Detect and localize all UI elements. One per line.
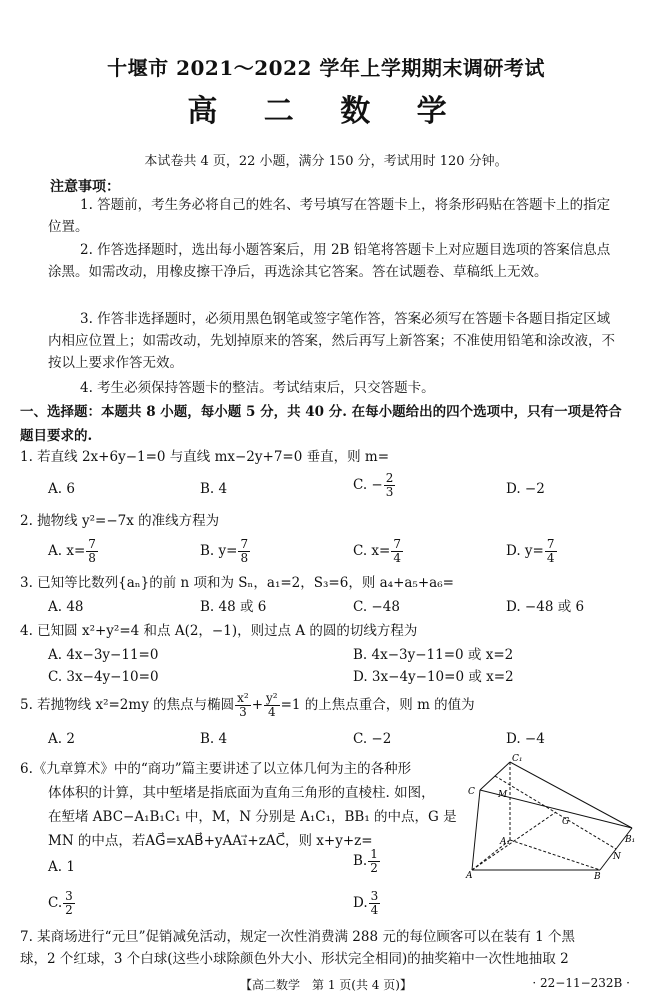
q5-option-a: A. 2 [48,731,75,747]
q6-line-2: 体体积的计算，其中堑堵是指底面为直角三角形的直棱柱. 如图， [48,785,435,801]
q6-line-4: MN 的中点，若AG⃗=xAB⃗+yAA₁⃗+zAC⃗，则 x+y+z= [48,833,373,849]
q5-option-c: C. −2 [353,731,392,747]
fig-label-m: M [498,790,508,800]
footer-code: · 22−11−232B · [532,976,630,990]
q1-option-b: B. 4 [200,481,228,497]
q6-option-c: C. $\frac{3}{2}$ [48,889,73,917]
q3-option-a: A. 48 [48,599,84,615]
q6-line-1: 6.《九章算术》中的“商功”篇主要讲述了以立体几何为主的各种形 [20,761,412,777]
q6-prism-figure [462,752,642,882]
note-item-1: 1. 答题前，考生务必将自己的姓名、考号填写在答题卡上，将条形码贴在答题卡上的指定位置。 [48,197,611,235]
fig-label-b: B [594,872,601,882]
q2-option-b: B. y= $\frac{7}{8}$ [200,537,249,565]
part1-heading: 一、选择题：本题共 8 小题，每小题 5 分，共 40 分. 在每小题给出的四个选项中，只有一项是符合题目要求的. [20,404,622,444]
note-item-3: 3. 作答非选择题时，必须用黑色钢笔或签字笔作答，答案必须写在答题卡各题目指定区域内相应位置上；如需改动，先划掉原来的答案，然后再写上新答案；不准使用铅笔和涂改液，不按以上要求作答无效。 [48,311,615,371]
fig-label-g: G [562,817,570,827]
q5-option-b: B. 4 [200,731,228,747]
q1-option-c: C. − $\frac{2}{3}$ [353,471,394,499]
subject-title: 高 二 数 学 [187,94,465,129]
q6-option-a: A. 1 [48,859,75,875]
q7-line-2: 球，2 个红球，3 个白球(这些小球除颜色外大小、形状完全相同)的抽奖箱中一次性地抽取 2 [20,951,569,967]
q2-option-d: D. y= $\frac{7}{4}$ [506,537,555,565]
exam-title: 十堰市 2021～2022 学年上学期期末调研考试 [107,56,545,80]
q6-option-b: B. $\frac{1}{2}$ [353,847,378,875]
q2-option-c: C. x= $\frac{7}{4}$ [353,537,401,565]
q4-option-d: D. 3x−4y−10=0 或 x=2 [353,669,514,685]
q7-line-1: 7. 某商场进行“元旦”促销减免活动，规定一次性消费满 288 元的每位顾客可以在装有 1 个黑 [20,929,575,945]
footer-page-info: 【高二数学 第 1 页(共 4 页)】 [240,978,412,992]
q3-stem: 3. 已知等比数列{aₙ}的前 n 项和为 Sₙ，a₁=2，S₃=6，则 a₄+a₅+a₆= [20,575,454,591]
q1-option-a: A. 6 [48,481,75,497]
q1-stem: 1. 若直线 2x+6y−1=0 与直线 mx−2y+7=0 垂直，则 m= [20,449,390,465]
note-item-2: 2. 作答选择题时，选出每小题答案后，用 2B 铅笔将答题卡上对应题目选项的答案信息点涂黑。如需改动，用橡皮擦干净后，再选涂其它答案。答在试题卷、草稿纸上无效。 [48,242,611,280]
q6-option-d: D. $\frac{3}{4}$ [353,889,379,917]
q1-option-d: D. −2 [506,481,545,497]
fig-label-a: A [466,871,473,881]
q2-option-a: A. x= $\frac{7}{8}$ [48,537,96,565]
q2-stem: 2. 抛物线 y²=−7x 的准线方程为 [20,513,220,529]
notes-heading: 注意事项： [50,179,120,195]
fig-label-c: C [468,787,475,797]
q3-option-d: D. −48 或 6 [506,599,585,615]
q3-option-b: B. 48 或 6 [200,599,267,615]
fig-label-a1: A₁ [500,837,511,847]
fig-label-c1: C₁ [512,754,523,764]
q5-option-d: D. −4 [506,731,545,747]
q4-stem: 4. 已知圆 x²+y²=4 和点 A(2，−1)，则过点 A 的圆的切线方程为 [20,623,418,639]
q4-option-c: C. 3x−4y−10=0 [48,669,159,685]
fig-label-n: N [613,852,621,862]
note-item-4: 4. 考生必须保持答题卡的整洁。考试结束后，只交答题卡。 [80,380,435,396]
q4-option-b: B. 4x−3y−11=0 或 x=2 [353,647,514,663]
q3-option-c: C. −48 [353,599,400,615]
q5-stem: 5. 若抛物线 x²=2my 的焦点与椭圆 $\frac{\text{x²}}{3}$ + $\frac{\text{y²}}{4}$ =1 的上焦点重合，则 m 的值为 [20,691,475,719]
q6-line-3: 在堑堵 ABC−A₁B₁C₁ 中，M，N 分别是 A₁C₁，BB₁ 的中点，G 是 [48,809,457,825]
q4-option-a: A. 4x−3y−11=0 [48,647,159,663]
exam-meta: 本试卷共 4 页，22 小题，满分 150 分，考试用时 120 分钟。 [144,154,508,169]
fig-label-b1: B₁ [625,835,636,845]
